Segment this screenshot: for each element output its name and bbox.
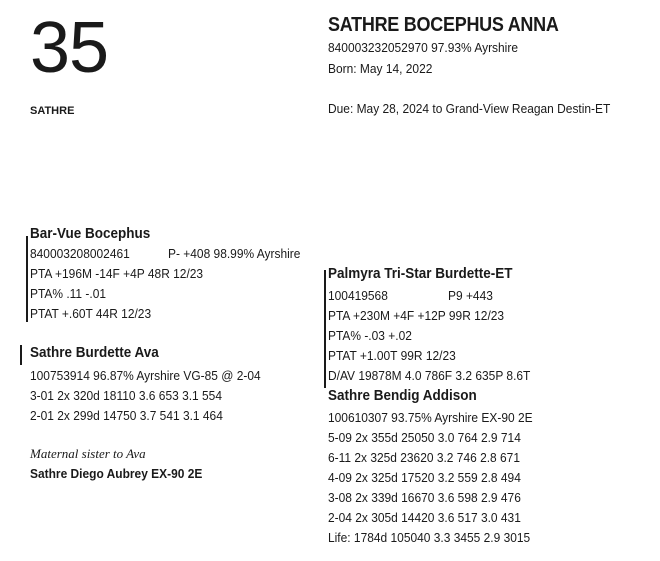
- dam-bracket: [20, 345, 22, 365]
- dam-sire-name: Palmyra Tri-Star Burdette-ET: [328, 265, 513, 282]
- consignor-name: SATHRE: [30, 105, 75, 117]
- dam-record-1: 3-01 2x 320d 18110 3.6 653 3.1 554: [30, 388, 222, 403]
- lot-number: 35: [30, 8, 109, 88]
- dam-registration: 100753914 96.87% Ayrshire VG-85 @ 2-04: [30, 368, 261, 383]
- animal-registration: 840003232052970 97.93% Ayrshire: [328, 40, 518, 55]
- sire-pta: PTA +196M -14F +4P 48R 12/23: [30, 266, 204, 281]
- granddam-name: Sathre Bendig Addison: [328, 387, 477, 404]
- animal-name: SATHRE BOCEPHUS ANNA: [328, 14, 559, 36]
- dam-sire-dav: D/AV 19878M 4.0 786F 3.2 635P 8.6T: [328, 368, 531, 383]
- dam-sire-pta: PTA +230M +4F +12P 99R 12/23: [328, 308, 505, 323]
- animal-birthdate: Born: May 14, 2022: [328, 61, 433, 76]
- sire-name: Bar-Vue Bocephus: [30, 225, 151, 242]
- granddam-registration: 100610307 93.75% Ayrshire EX-90 2E: [328, 410, 533, 425]
- maternal-sister-note: Maternal sister to Ava: [30, 446, 146, 461]
- dam-sire-registration: 100419568: [328, 288, 388, 303]
- sire-ptat: PTAT +.60T 44R 12/23: [30, 306, 152, 321]
- granddam-record-3: 4-09 2x 325d 17520 3.2 559 2.8 494: [328, 470, 521, 485]
- sire-pta-percent: PTA% .11 -.01: [30, 286, 107, 301]
- granddam-record-1: 5-09 2x 355d 25050 3.0 764 2.9 714: [328, 430, 521, 445]
- sire-proof: P- +408 98.99% Ayrshire: [168, 246, 301, 261]
- dam-sire-pta-percent: PTA% -.03 +.02: [328, 328, 412, 343]
- granddam-record-2: 6-11 2x 325d 23620 3.2 746 2.8 671: [328, 450, 520, 465]
- sire-registration: 840003208002461: [30, 246, 130, 261]
- maternal-sister-name: Sathre Diego Aubrey EX-90 2E: [30, 466, 203, 481]
- granddam-lifetime: Life: 1784d 105040 3.3 3455 2.9 3015: [328, 530, 531, 545]
- dam-sire-proof: P9 +443: [448, 288, 493, 303]
- animal-due-date: Due: May 28, 2024 to Grand-View Reagan Destin-ET: [328, 101, 611, 116]
- dam-sire-ptat: PTAT +1.00T 99R 12/23: [328, 348, 456, 363]
- dam-name: Sathre Burdette Ava: [30, 344, 159, 361]
- dam-record-2: 2-01 2x 299d 14750 3.7 541 3.1 464: [30, 408, 223, 423]
- granddam-record-5: 2-04 2x 305d 14420 3.6 517 3.0 431: [328, 510, 521, 525]
- granddam-record-4: 3-08 2x 339d 16670 3.6 598 2.9 476: [328, 490, 521, 505]
- sire-bracket: [26, 236, 28, 322]
- dam-sire-bracket: [324, 270, 326, 388]
